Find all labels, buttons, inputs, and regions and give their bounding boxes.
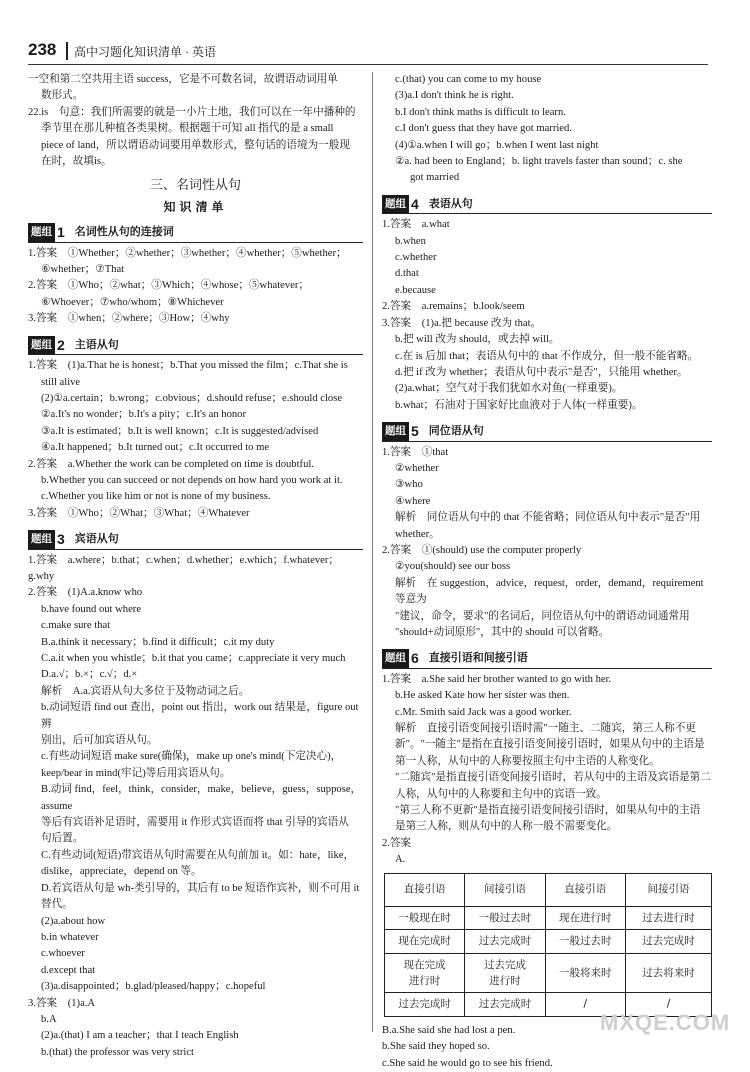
explanation-line: 人称，从句中的人称要和主句中的宾语一致。 xyxy=(395,788,607,800)
answer-line: (2)a.what；空气对于我们犹如水对鱼(一样重要)。 xyxy=(395,383,623,395)
group-tag: 题组 xyxy=(28,223,55,241)
table-cell: 过去完成 进行时 xyxy=(465,953,545,993)
explanation-line: whether。 xyxy=(395,528,440,540)
explanation-line: B.动词 find，feel，think，consider，make，believe，guess，suppose，assume xyxy=(41,784,362,812)
explanation-line: dislike，appreciate，depend on 等。 xyxy=(41,866,202,878)
answer-line: 1.答案 ①Whether；②whether；③whether；④whether；⑤whether； xyxy=(28,247,347,259)
answer-line: b.A xyxy=(41,1013,57,1025)
answer-line: 2.答案 ①Who；②what；③Which；④whose；⑤whatever； xyxy=(28,280,309,292)
question-22 xyxy=(28,105,363,171)
answer-line: b.when xyxy=(395,235,426,247)
group-header-2 xyxy=(28,336,363,355)
answer-line: (2)①a.certain；b.wrong；c.obvious；d.should refuse；e.should close xyxy=(41,392,343,404)
table-cell: 现在完成时 xyxy=(385,930,465,953)
explanation-line: 解析 A.a.宾语从句大多位于及物动词之后。 xyxy=(41,685,250,697)
group-tag: 题组 xyxy=(382,195,409,213)
right-column xyxy=(382,72,712,1072)
group-title: 直接引语和间接引语 xyxy=(428,651,528,665)
answer-line: ③who xyxy=(395,479,423,491)
explanation-line: 解析 在 suggestion，advice，request，order，demand，requirement 等意为 xyxy=(395,577,704,606)
answer-line: C.a.it when you whistle；b.it that you came；c.appreciate it very much xyxy=(41,653,346,664)
table-row xyxy=(385,953,712,993)
answer-line: 1.答案 ①that xyxy=(382,446,449,458)
explanation-line: 是第三人称，则从句中的人称一般不需要变化。 xyxy=(395,821,618,833)
answer-line: b.She said they hoped so. xyxy=(382,1041,490,1053)
table-cell: 过去完成时 xyxy=(385,993,465,1016)
table-cell: 现在进行时 xyxy=(545,906,625,929)
explanation-line: 句后置。 xyxy=(41,833,84,845)
explanation-line: 替代。 xyxy=(41,899,73,911)
answer-line: c.I don't guess that they have got married. xyxy=(395,123,572,135)
answer-line: ②a.It's no wonder；b.It's a pity；c.It's an honor xyxy=(41,409,246,421)
answer-line: c.(that) you can come to my house xyxy=(395,74,542,85)
table-cell: 过去完成时 xyxy=(625,930,711,953)
answer-line: ②a. had been to England；b. light travels faster than sound；c. she xyxy=(395,156,683,168)
explanation-line: D.若宾语从句是 wh-类引导的，其后有 to be 短语作宾补，则不可用 it xyxy=(41,882,360,894)
answer-line: got married xyxy=(410,172,460,184)
group-title: 宾语从句 xyxy=(74,532,119,546)
group-header-1 xyxy=(28,223,363,242)
page-number: 238 xyxy=(28,40,57,59)
answer-line: ⑥whether；⑦That xyxy=(41,264,125,276)
answer-line: ②you(should) see our boss xyxy=(395,561,511,573)
answer-line: d.that xyxy=(395,268,419,280)
subsection-title: 知识清单 xyxy=(163,199,228,214)
intro-paragraph xyxy=(28,72,363,105)
table-cell: 过去将来时 xyxy=(625,953,711,993)
answer-line: 3.答案 (1)a.A xyxy=(28,997,96,1009)
explanation-line: "should+动词原形"，其中的 should 可以省略。 xyxy=(395,627,610,638)
table-cell: 过去进行时 xyxy=(625,906,711,929)
answer-line: 2.答案 ①(should) use the computer properly xyxy=(382,544,582,556)
answer-line: c.在 is 后加 that；表语从句中的 that 不作成分，但一般不能省略。 xyxy=(395,350,699,362)
answer-line: b.what；石油对于国家好比血液对于人体(一样重要)。 xyxy=(395,399,643,411)
table-cell: 一般过去时 xyxy=(465,906,545,929)
answer-line: 1.答案 a.where；b.that；c.when；d.whether；e.which；f.whatever；g.why xyxy=(28,554,339,582)
answer-line: 1.答案 a.what xyxy=(382,219,450,231)
group-title: 同位语从句 xyxy=(428,424,484,438)
explanation-line: keep/bear in mind(牢记)等后用宾语从句。 xyxy=(41,767,231,779)
group-title: 表语从句 xyxy=(428,196,473,210)
group-header-6 xyxy=(382,649,712,668)
group-tag: 题组 xyxy=(382,649,409,667)
group-title: 主语从句 xyxy=(74,337,119,351)
answer-line: c.Mr. Smith said Jack was a good worker. xyxy=(395,706,572,718)
answer-line: 3.答案 ①when；②where；③How；④why xyxy=(28,313,230,325)
answer-line: (3)a.disappointed；b.glad/pleased/happy；c.hopeful xyxy=(41,981,266,993)
explanation-line: 解析 直接引语变间接引语时需"一随主、二随宾，第三人称不更 xyxy=(395,723,696,735)
answer-line: b.I don't think maths is difficult to learn. xyxy=(395,106,566,118)
text-line: 季节里在那儿种植各类果树。根据题干可知 all 指代的是 a small xyxy=(41,123,334,135)
group-1-answers xyxy=(28,246,363,328)
explanation-line: "建议，命令，要求"的名词后，同位语从句中的谓语动词通常用 xyxy=(395,610,690,622)
answer-line: B.a.think it necessary；b.find it difficult；c.it my duty xyxy=(41,636,275,648)
answer-line: (2)a.(that) I am a teacher；that I teach English xyxy=(41,1030,239,1042)
answer-line: c.She said he would go to see his friend. xyxy=(382,1057,553,1069)
explanation-line: "二随宾"是指直接引语变间接引语时，若从句中的主语及宾语是第二 xyxy=(395,772,711,784)
explanation-line: 别出，后可加宾语从句。 xyxy=(41,735,158,747)
header-rule xyxy=(28,64,708,65)
answer-line: A. xyxy=(395,854,406,866)
answer-line: B.a.She said she had lost a pen. xyxy=(382,1024,516,1036)
answer-line: (4)①a.when I will go；b.when I went last night xyxy=(395,139,599,151)
answer-line: ③a.It is estimated；b.It is well known；c.It is suggested/advised xyxy=(41,425,319,437)
answer-line: b.in whatever xyxy=(41,931,99,943)
left-column xyxy=(28,72,363,1061)
answer-line: 2.答案 (1)A.a.know who xyxy=(28,587,143,599)
answer-line: 1.答案 (1)a.That he is honest；b.That you missed the film；c.That she is xyxy=(28,360,348,372)
group-number: 3 xyxy=(57,531,65,548)
table-row xyxy=(385,906,712,929)
answer-line: (3)a.I don't think he is right. xyxy=(395,90,514,102)
explanation-line: c.有些动词短语 make sure(确保)，make up one's mind(下定决心)， xyxy=(41,751,342,763)
column-divider xyxy=(372,72,373,1032)
explanation-line: "第三人称不更新"是指直接引语变间接引语时，如果从句中的主语 xyxy=(395,805,701,817)
watermark: MXQE.COM xyxy=(600,1010,731,1035)
group-header-3 xyxy=(28,530,363,549)
text-line: piece of land，所以谓语动词要用单数形式，整句话的语境为一般现 xyxy=(41,139,350,151)
answer-line: ④a.It happened；b.It turned out；c.It occurred to me xyxy=(41,442,270,454)
answer-line: 1.答案 a.She said her brother wanted to go with her. xyxy=(382,673,612,685)
group-tag: 题组 xyxy=(28,336,55,354)
group-number: 6 xyxy=(411,650,419,667)
answer-line: c.whether xyxy=(395,252,437,264)
answer-line: 2.答案 xyxy=(382,837,412,849)
group-header-5 xyxy=(382,422,712,441)
explanation-line: C.有些动词(短语)带宾语从句时需要在从句前加 it。如：hate，like， xyxy=(41,849,355,861)
answer-line: b.(that) the professor was very strict xyxy=(41,1046,194,1058)
answer-line: ⑥Whoever；⑦who/whom；⑧Whichever xyxy=(41,296,224,308)
table-header: 间接引语 xyxy=(465,873,545,906)
table-cell: 一般将来时 xyxy=(545,953,625,993)
answer-line: still alive xyxy=(41,376,81,388)
table-cell: 一般现在时 xyxy=(385,906,465,929)
answer-line: ④where xyxy=(395,495,431,507)
group-number: 1 xyxy=(57,224,65,241)
answer-line: 3.答案 ①Who；②What；③What；④Whatever xyxy=(28,507,250,519)
running-title: 高中习题化知识清单 · 英语 xyxy=(74,45,216,59)
answer-line: ②whether xyxy=(395,462,439,474)
answer-line: b.He asked Kate how her sister was then. xyxy=(395,690,570,702)
group-title: 名词性从句的连接词 xyxy=(74,225,174,239)
group-number: 2 xyxy=(57,336,65,353)
table-cell: / xyxy=(625,993,711,1016)
answer-line: b.Whether you can succeed or not depends on how hard you work at it. xyxy=(41,474,343,486)
text-line: 22.is 句意：我们所需要的就是一小片土地，我们可以在一年中播种的 xyxy=(28,106,356,118)
group-header-4 xyxy=(382,195,712,214)
table-cell: 过去完成时 xyxy=(465,930,545,953)
answer-line: b.把 will 改为 should，或去掉 will。 xyxy=(395,334,560,346)
group-5-answers xyxy=(382,445,712,642)
answer-line: d.except that xyxy=(41,964,96,976)
text-line: 一空和第二空共用主语 success，它是不可数名词，故谓语动词用单 xyxy=(28,74,338,85)
answer-line: c.whoever xyxy=(41,948,85,960)
explanation-line: b.动词短语 find out 查出，point out 指出，work out 结果是，figure out 辨 xyxy=(41,702,359,730)
table-header: 间接引语 xyxy=(625,873,711,906)
answer-line: c.Whether you like him or not is none of my business. xyxy=(41,491,271,503)
table-header-row xyxy=(385,873,712,906)
group-tag: 题组 xyxy=(382,422,409,440)
answer-line: 3.答案 (1)a.把 because 改为 that。 xyxy=(382,317,542,329)
explanation-line: 解析 同位语从句中的 that 不能省略；同位语从句中表示"是否"用 xyxy=(395,512,701,524)
table-cell: 过去完成时 xyxy=(465,993,545,1016)
answer-line: (2)a.about how xyxy=(41,915,106,927)
section-title: 三、名词性从句 xyxy=(149,178,241,194)
group-number: 4 xyxy=(411,195,419,212)
answer-line: 2.答案 a.remains；b.look/seem xyxy=(382,301,525,313)
group-number: 5 xyxy=(411,423,419,440)
table-cell: 一般过去时 xyxy=(545,930,625,953)
table-header: 直接引语 xyxy=(385,873,465,906)
answer-line: D.a.√；b.×；c.√；d.× xyxy=(41,669,138,681)
explanation-line: 等后有宾语补足语时，需要用 it 作形式宾语而将 that 引导的宾语从 xyxy=(41,817,349,829)
answer-line: 2.答案 a.Whether the work can be completed on time is doubtful. xyxy=(28,458,314,470)
group-4-answers xyxy=(382,217,712,414)
answer-line: c.make sure that xyxy=(41,620,111,632)
explanation-line: 新"。"一随主"是指在直接引语变间接引语时，如果从句中的主语是 xyxy=(395,739,705,751)
table-cell: / xyxy=(545,993,625,1016)
group-3-answers xyxy=(28,553,363,1062)
text-line: 在时，故填is。 xyxy=(41,156,112,168)
tense-change-table xyxy=(384,873,712,1017)
explanation-line: 第一人称，从句中的人称要按照主句中主语的人称变化。 xyxy=(395,755,660,767)
answer-line: b.have found out where xyxy=(41,603,142,615)
table-header: 直接引语 xyxy=(545,873,625,906)
page-header xyxy=(28,40,728,64)
answer-line: e.because xyxy=(395,284,436,296)
table-row xyxy=(385,930,712,953)
header-divider xyxy=(66,42,68,60)
table-cell: 现在完成 进行时 xyxy=(385,953,465,993)
continued-answers xyxy=(382,72,712,187)
group-tag: 题组 xyxy=(28,530,55,548)
answer-line: d.把 if 改为 whether；表语从句中表示"是否"，只能用 whether。 xyxy=(395,366,688,378)
group-2-answers xyxy=(28,358,363,522)
text-line: 数形式。 xyxy=(41,90,84,102)
